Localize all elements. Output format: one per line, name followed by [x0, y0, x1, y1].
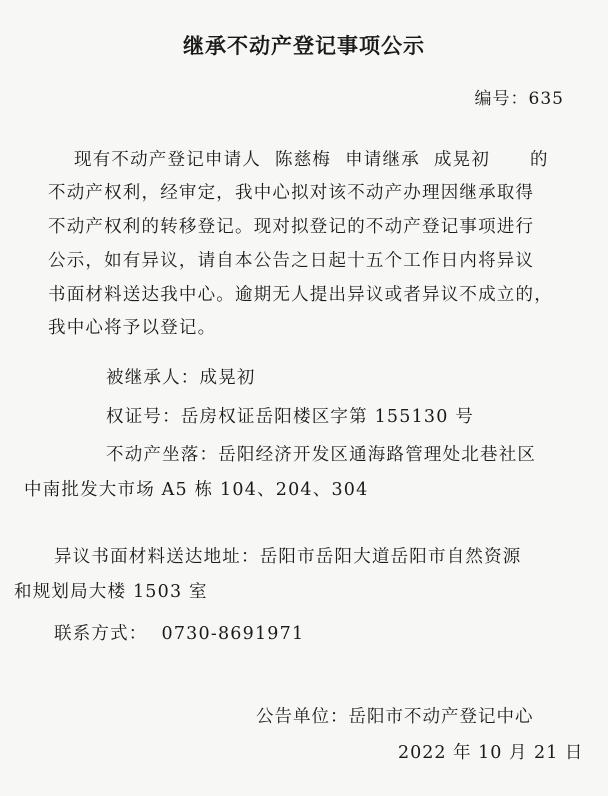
body-line-2: 不动产权利，经审定，我中心拟对该不动产办理因继承取得 [48, 183, 535, 203]
body-line-1-prefix: 现有不动产登记申请人 [74, 150, 261, 170]
contact-row [54, 620, 304, 645]
body-line-6: 我中心将予以登记。 [48, 318, 217, 338]
location-value-line-1: 岳阳经济开发区通海路管理处北巷社区 [218, 445, 537, 465]
decedent-name: 成晃初 [433, 150, 491, 170]
objection-address-line-2: 和规划局大楼 1503 室 [14, 582, 208, 602]
notice-date: 2022 年 10 月 21 日 [398, 743, 584, 763]
number-value: 635 [528, 89, 564, 109]
issuing-unit-label: 公告单位： [256, 707, 349, 727]
decedent-value: 成晃初 [199, 368, 256, 388]
contact-value: 0730-8691971 [161, 624, 305, 644]
certificate-row [106, 403, 474, 428]
body-line-3: 不动产权利的转移登记。现对拟登记的不动产登记事项进行 [48, 217, 535, 237]
certificate-value: 岳房权证岳阳楼区字第 155130 号 [180, 407, 475, 427]
body-line-1-suffix: 的 [530, 150, 549, 170]
body-line-1-mid: 申请继承 [345, 150, 420, 170]
certificate-label: 权证号： [106, 407, 181, 427]
objection-address-line-1: 岳阳市岳阳大道岳阳市自然资源 [259, 547, 522, 567]
objection-address-label: 异议书面材料送达地址： [54, 547, 260, 567]
page-title: 继承不动产登记事项公示 [183, 34, 425, 58]
location-row [106, 441, 536, 466]
decedent-label: 被继承人： [106, 368, 200, 388]
issuing-unit-row [256, 703, 534, 728]
contact-label: 联系方式： [54, 624, 148, 644]
decedent-row [106, 364, 256, 389]
body-line-1 [74, 146, 549, 171]
applicant-name: 陈慈梅 [275, 150, 332, 170]
location-value-line-2: 中南批发大市场 A5 栋 104、204、304 [24, 480, 369, 500]
notice-number [475, 84, 564, 109]
issuing-unit-value: 岳阳市不动产登记中心 [348, 707, 534, 727]
body-line-4: 公示，如有异议，请自本公告之日起十五个工作日内将异议 [48, 251, 535, 271]
location-label: 不动产坐落： [106, 445, 219, 465]
body-line-5: 书面材料送达我中心。逾期无人提出异议或者异议不成立的， [48, 285, 553, 305]
number-label: 编号： [474, 89, 529, 109]
objection-address-row [54, 543, 522, 568]
